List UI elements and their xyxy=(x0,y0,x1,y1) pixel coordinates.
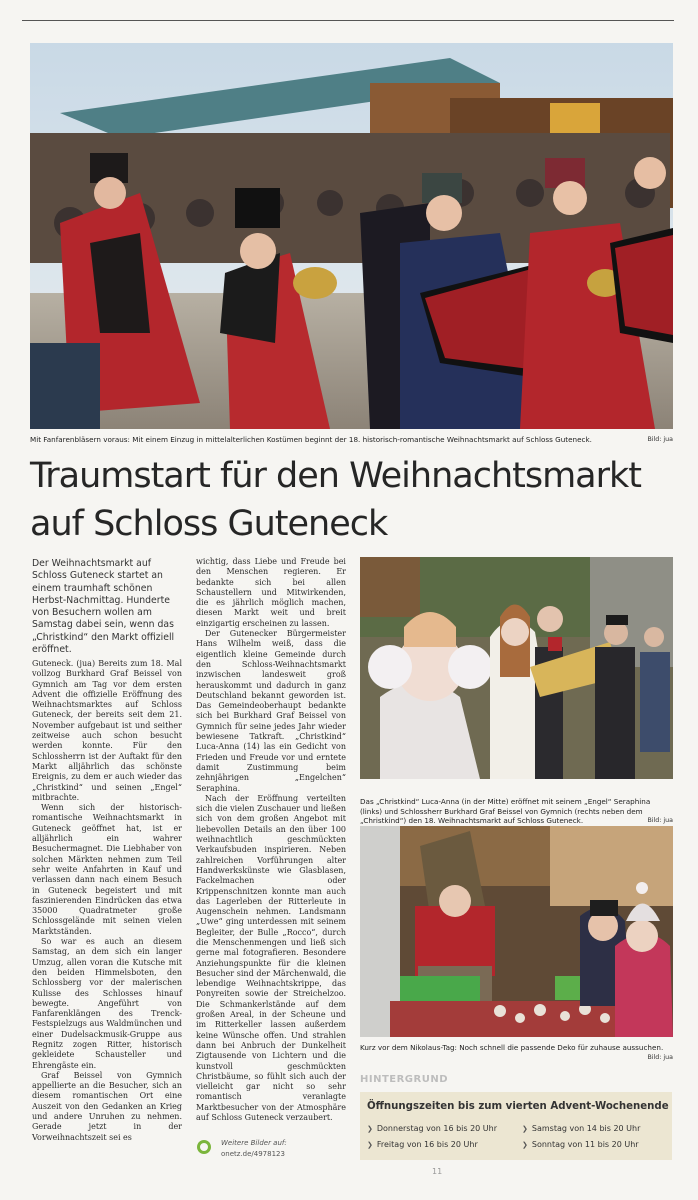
arrow-right-icon: ❯ xyxy=(367,1125,373,1133)
photo1-credit: Bild: jua xyxy=(647,436,673,443)
hours-thursday-text: Donnerstag von 16 bis 20 Uhr xyxy=(376,1124,498,1133)
arrow-right-icon: ❯ xyxy=(522,1125,528,1133)
photo-christkind-image xyxy=(360,557,673,779)
infobox-kicker: HINTERGRUND xyxy=(360,1074,449,1085)
arrow-right-icon: ❯ xyxy=(522,1141,528,1149)
opening-hours-box xyxy=(360,1092,672,1160)
photo-deco-stall-image xyxy=(360,826,673,1037)
photo1-caption xyxy=(30,435,673,445)
photo2-credit: Bild: jua xyxy=(647,817,673,824)
photo-fanfare-procession-image xyxy=(30,43,673,429)
hours-friday-text: Freitag von 16 bis 20 Uhr xyxy=(376,1140,478,1149)
infobox-title: Öffnungszeiten bis zum vierten Advent-Wochenende xyxy=(367,1101,669,1112)
article-column-1 xyxy=(32,659,182,1143)
hours-saturday-text: Samstag von 14 bis 20 Uhr xyxy=(531,1124,641,1133)
photo3-caption-text: Kurz vor dem Nikolaus-Tag: Noch schnell die passende Deko für zuhause aussuchen. xyxy=(360,1043,664,1052)
headline-line2: auf Schloss Guteneck xyxy=(30,504,388,544)
headline xyxy=(30,452,670,548)
col1-paragraph-4: Graf Beissel von Gymnich appellierte an die Besucher, sich an diesem romantischen Ort eine Auszeit von den Gedanken an Krieg und andere Unruhen zu nehmen. Gerade jetzt in der Vorweihnachtszeit sei es xyxy=(32,1070,182,1142)
hours-saturday xyxy=(522,1124,640,1133)
page-number: 11 xyxy=(432,1167,443,1176)
hours-sunday xyxy=(522,1140,639,1149)
hours-thursday xyxy=(367,1124,497,1133)
col2-paragraph-1: wichtig, dass Liebe und Freude bei den Menschen regieren. Er bedankte sich bei allen Schaustellern und Mitwirkenden, die es jährlich möglich machen, diesen Markt weit und breit einzigartig erscheinen zu lassen. xyxy=(196,557,346,628)
photo-deco-stall xyxy=(360,826,673,1037)
onetz-logo-icon xyxy=(197,1140,211,1154)
col1-paragraph-3: So war es auch an diesem Samstag, an dem sich ein langer Umzug, allen voran die Kutsche mit den beiden Himmelsboten, den Schlossberg vor der malerischen Kulisse des Schlosses hinauf bewegte. Angeführt von Fanfarenklängen des Trenck-Festspielzugs aus Waldmünchen und einer Dudelsackmusik-Gruppe aus Regnitz zogen Ritter, historisch gekleidete Schausteller und Ehrengäste ein. xyxy=(32,937,182,1070)
more-photos-label: Weitere Bilder auf: xyxy=(221,1139,287,1147)
photo-fanfare-procession xyxy=(30,43,673,429)
arrow-right-icon: ❯ xyxy=(367,1141,373,1149)
more-photos-url[interactable]: onetz.de/4978123 xyxy=(221,1150,285,1158)
photo3-credit: Bild: jua xyxy=(647,1053,673,1061)
photo3-caption xyxy=(360,1043,673,1062)
photo2-caption xyxy=(360,797,673,826)
col2-paragraph-3: Nach der Eröffnung verteilten sich die vielen Zuschauer und ließen sich von dem großen Angebot mit liebevollen Details an den über 100 weihnachtlich geschmückten Verkaufsbuden inspirieren. Neben zahlreichen Vorführungen alter Handwerkskünste wie Glasblasen, Fackelmachen oder Krippenschnitzen konnte man auch das Lagerleben der Ritterleute in Augenschein nehmen. Landsmann „Uwe“ ging unterdessen mit seinem Begleiter, der Bulle „Rocco“, durch die Menschenmengen und ließ sich gerne mal fotografieren. Besondere Anziehungspunkte für die kleinen Besucher sind der Märchenwald, die lebendige Weihnachtskrippe, das Ponyreiten sowie der Streichelzoo. Die Schmankerlstände auf dem großen Areal, in der Scheune und im Ritterkeller lassen außerdem keine Wünsche offen. Und strahlen dann bei Anbruch der Dunkelheit Zigtausende von Lichtern und die kunstvoll geschmückten Christbäume, so fühlt sich auch der vielleicht gar nicht so sehr romantisch veranlagte Marktbesucher von der Atmosphäre auf Schloss Guteneck verzaubert. xyxy=(196,793,346,1123)
col1-paragraph-1: Guteneck. (jua) Bereits zum 18. Mal vollzog Burkhard Graf Beissel von Gymnich am Tag vor dem ersten Advent die offizielle Eröffnung des Weihnachtsmarktes auf Schloss Guteneck, der bereits seit dem 21. November aufgebaut ist und seither zeitweise auch schon besucht werden konnte. Für den Schlossherrn ist der Auftakt für den Markt alljährlich das schönste Ereignis, zu dem er auch wieder das „Christkind“ und seinen „Engel“ mitbrachte. xyxy=(32,659,182,802)
col1-paragraph-2: Wenn sich der historisch-romantische Weihnachtsmarkt in Guteneck geöffnet hat, ist er alljährlich ein wahrer Besuchermagnet. Die Liebhaber von solchen Märkten nehmen zum Teil sehr weite Anfahrten in Kauf und verlassen dann nach einem Besuch in Guteneck begeistert und mit faszinierenden Eindrücken das etwa 35000 Quadratmeter große Schlossgelände mit seinen vielen Marktständen. xyxy=(32,803,182,936)
headline-line1: Traumstart für den Weihnachtsmarkt xyxy=(30,456,642,496)
article-column-2 xyxy=(196,557,346,1123)
top-rule xyxy=(22,20,674,21)
photo-christkind xyxy=(360,557,673,779)
hours-sunday-text: Sonntag von 11 bis 20 Uhr xyxy=(531,1140,639,1149)
photo2-caption-text: Das „Christkind“ Luca-Anna (in der Mitte) eröffnet mit seinem „Engel“ Seraphina (links) und Schlossherr Burkhard Graf Beissel von Gymnich (rechts neben dem „Christkind“) den 18. Weihnachtsmarkt auf Schloss Guteneck. xyxy=(360,797,651,825)
hours-friday xyxy=(367,1140,478,1149)
teaser: Der Weihnachtsmarkt auf Schloss Guteneck startet an einem traumhaft schönen Herbst-Nachmittag. Hunderte von Besuchern wollen am Samstag dabei sein, wenn das „Christkind“ den Markt offiziell eröffnet. xyxy=(32,558,175,656)
photo1-caption-text: Mit Fanfarenbläsern voraus: Mit einem Einzug in mittelalterlichen Kostümen beginnt der 18. historisch-romantische Weihnachtsmarkt auf Schloss Guteneck. xyxy=(30,435,592,444)
more-photos-link[interactable] xyxy=(197,1138,347,1166)
col2-paragraph-2: Der Gutenecker Bürgermeister Hans Wilhelm weiß, dass die eigentlich kleine Gemeinde durch den Schloss-Weihnachtsmarkt inzwischen landesweit groß herauskommt und dadurch in ganz Deutschland bekannt geworden ist. Das Gemeindeoberhaupt bedankte sich bei Burkhard Graf Beissel von Gymnich für seine jedes Jahr wieder bewiesene Tatkraft. „Christkind“ Luca-Anna (14) las ein Gedicht von Frieden und Freude vor und erntete damit Zustimmung beim zehnjährigen „Engelchen“ Seraphina. xyxy=(196,629,346,793)
